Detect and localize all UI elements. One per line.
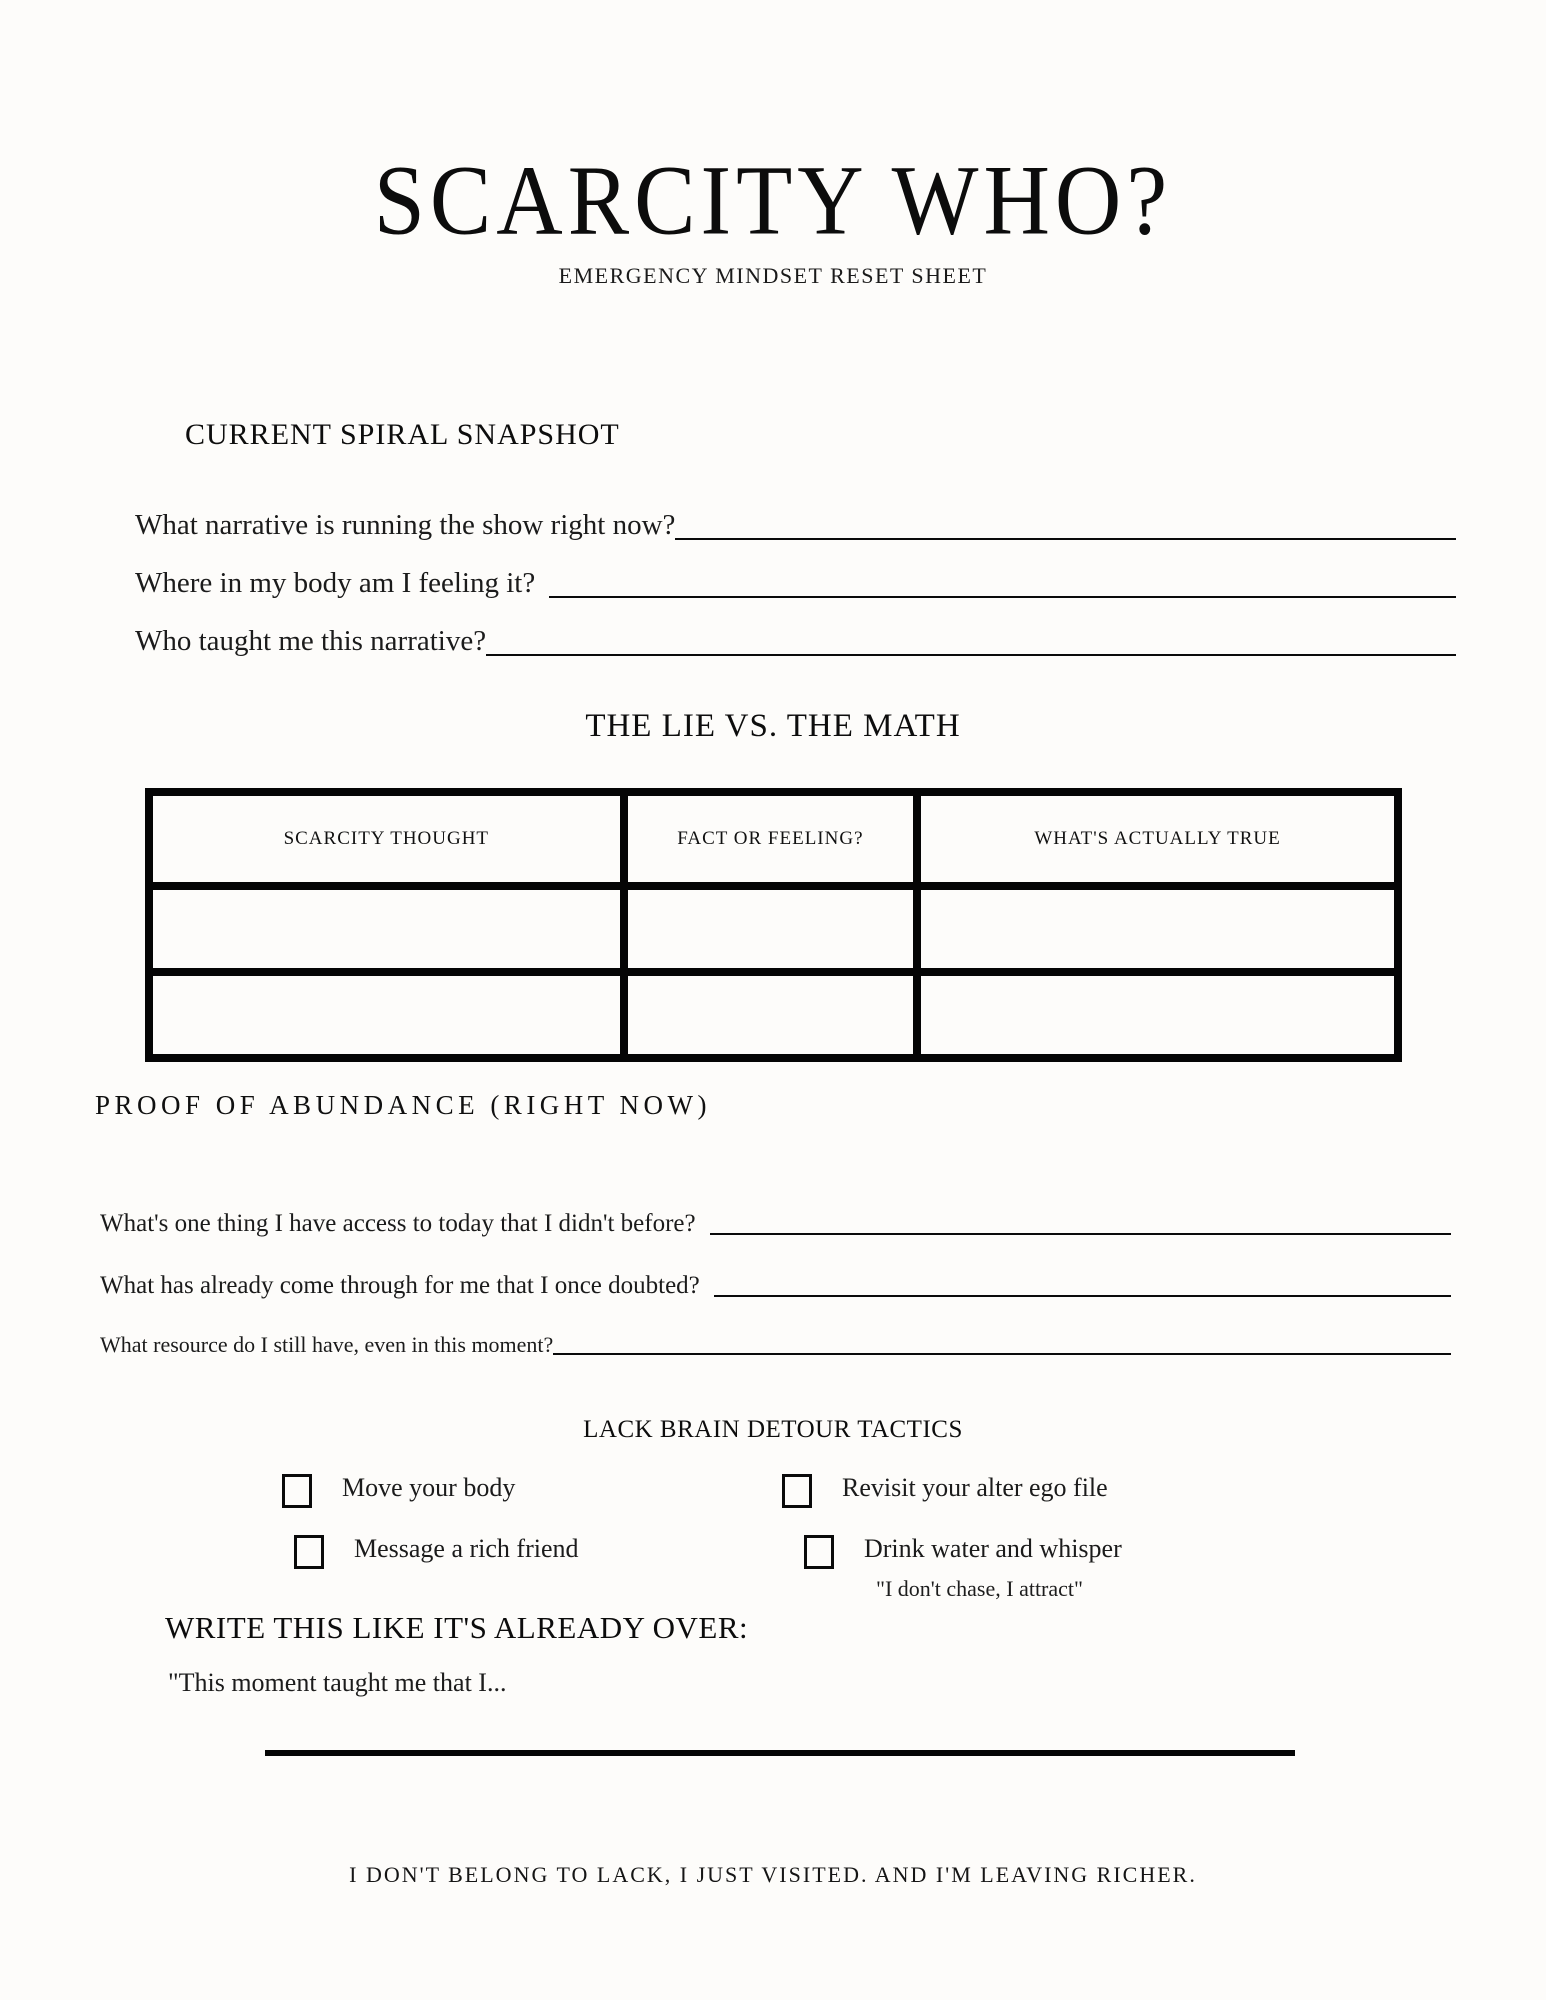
title-block (0, 144, 1546, 289)
answer-line[interactable] (714, 1295, 1451, 1297)
question-row (100, 1322, 1451, 1360)
table-header-row (149, 792, 1398, 886)
question-row (135, 502, 1456, 545)
checkbox[interactable] (282, 1474, 312, 1508)
checkbox[interactable] (782, 1474, 812, 1508)
checkbox[interactable] (804, 1535, 834, 1569)
question-label: Where in my body am I feeling it? (135, 567, 536, 600)
table-cell-empty[interactable] (149, 886, 624, 972)
question-row (135, 618, 1456, 661)
tactic-label: Move your body (342, 1473, 516, 1502)
write-prompt: "This moment taught me that I... (168, 1668, 507, 1697)
checkbox[interactable] (294, 1535, 324, 1569)
tactics-heading: LACK BRAIN DETOUR TACTICS (583, 1416, 963, 1443)
question-label: What's one thing I have access to today that I didn't before? (100, 1209, 696, 1237)
table-cell-empty[interactable] (917, 972, 1398, 1058)
page-title: SCARCITY WHO? (373, 144, 1173, 255)
lie-vs-math-table (145, 788, 1402, 1062)
tactic-whisper-quote: "I don't chase, I attract" (876, 1575, 1084, 1601)
answer-line[interactable] (549, 596, 1456, 598)
proof-questions (100, 1198, 1451, 1380)
snapshot-questions (135, 502, 1456, 676)
table-row (149, 886, 1398, 972)
question-label: Who taught me this narrative? (135, 625, 487, 658)
table-row (149, 972, 1398, 1058)
answer-line[interactable] (553, 1353, 1451, 1355)
lie-vs-math-heading: THE LIE VS. THE MATH (585, 708, 961, 744)
tactic-item-drink-water-whisper (804, 1533, 1212, 1602)
column-header-whats-actually-true: WHAT'S ACTUALLY TRUE (917, 792, 1398, 886)
question-row (100, 1260, 1451, 1302)
table-cell-empty[interactable] (624, 972, 918, 1058)
tactics-checklist (282, 1472, 1212, 1602)
column-header-fact-or-feeling: FACT OR FEELING? (624, 792, 918, 886)
table-cell-empty[interactable] (624, 886, 918, 972)
table-cell-empty[interactable] (149, 972, 624, 1058)
answer-line[interactable] (710, 1233, 1451, 1235)
tactic-item-revisit-alter-ego (782, 1472, 1212, 1508)
footer-affirmation: I DON'T BELONG TO LACK, I JUST VISITED. AND I'M LEAVING RICHER. (349, 1862, 1197, 1887)
question-row (135, 560, 1456, 603)
write-answer-line[interactable] (265, 1750, 1295, 1756)
tactic-label: Drink water and whisper (864, 1534, 1122, 1563)
snapshot-heading: CURRENT SPIRAL SNAPSHOT (185, 418, 620, 451)
tactic-label: Revisit your alter ego file (842, 1473, 1108, 1502)
tactic-item-message-rich-friend (294, 1533, 782, 1602)
question-row (100, 1198, 1451, 1240)
page-subtitle: EMERGENCY MINDSET RESET SHEET (558, 262, 988, 288)
write-heading: WRITE THIS LIKE IT'S ALREADY OVER: (165, 1610, 749, 1645)
answer-line[interactable] (486, 654, 1456, 656)
answer-line[interactable] (675, 538, 1456, 540)
tactic-label: Message a rich friend (354, 1534, 579, 1563)
question-label: What narrative is running the show right now? (135, 509, 676, 542)
table-cell-empty[interactable] (917, 886, 1398, 972)
column-header-scarcity-thought: SCARCITY THOUGHT (149, 792, 624, 886)
tactic-item-move-your-body (282, 1472, 782, 1508)
question-label: What resource do I still have, even in this moment? (100, 1332, 554, 1358)
question-label: What has already come through for me that I once doubted? (100, 1271, 700, 1299)
proof-heading: PROOF OF ABUNDANCE (RIGHT NOW) (95, 1090, 712, 1120)
